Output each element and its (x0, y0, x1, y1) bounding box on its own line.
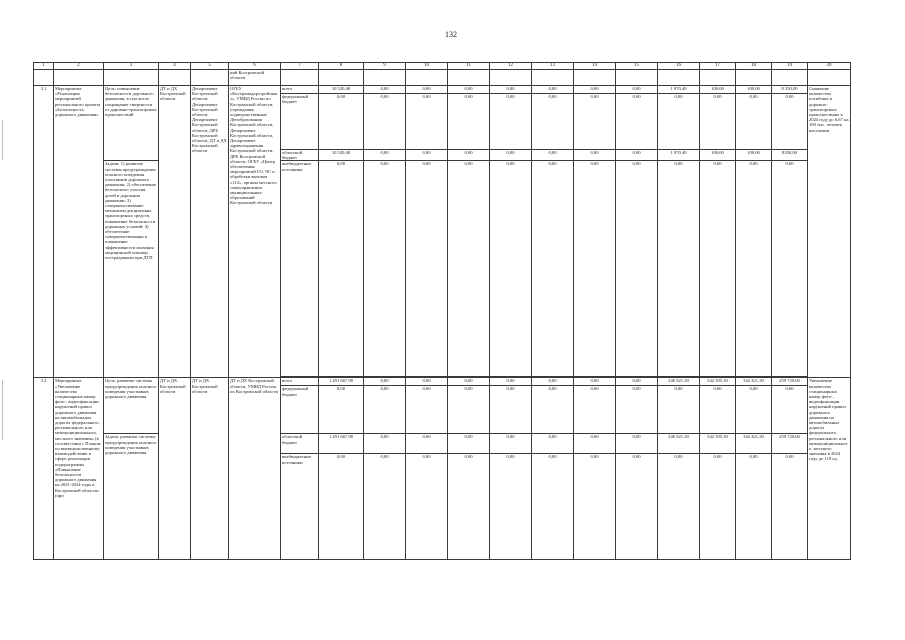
column-number-row (34, 63, 851, 70)
cell-value: 8 350,00 (772, 86, 808, 94)
cell-value: 0,00 (364, 94, 406, 150)
table-row (34, 378, 851, 386)
column-number: 13 (532, 63, 574, 70)
column-number: 20 (808, 63, 851, 70)
cell-value: 0,00 (616, 386, 658, 434)
program-table (33, 62, 851, 560)
column-number: 17 (700, 63, 736, 70)
cell-value: 0,00 (364, 86, 406, 94)
column-number: 5 (191, 63, 229, 70)
column-number: 3 (104, 63, 159, 70)
column-number: 6 (229, 63, 281, 70)
cell-value: 1 970,40 (658, 150, 700, 161)
cell-value: 0,00 (448, 454, 490, 560)
scan-mark (2, 120, 3, 160)
table-row (34, 434, 851, 454)
funding-source: областной бюджет (281, 434, 319, 454)
cell-value: 0,00 (658, 161, 700, 377)
cell-value: 0,00 (490, 161, 532, 377)
cell-value: 0,00 (574, 378, 616, 386)
funding-source: внебюджетные источники (281, 161, 319, 377)
table-row (34, 86, 851, 94)
expected-result: Увеличение количества стационарных камер фото-, видеофиксации нарушений правил дорожного движения на автомобильных дорогах федерального, регионального или межмуниципального, местного значения в 2024 году до 119 ед. (808, 378, 851, 560)
column-number: 4 (159, 63, 191, 70)
cell-value: 0,00 (700, 161, 736, 377)
cell-value: 0,00 (319, 94, 364, 150)
cell-value: 0,00 (490, 150, 532, 161)
cell-value: 100,00 (736, 150, 772, 161)
cell-value: 0,00 (736, 386, 772, 434)
cell-value: 0,00 (406, 434, 448, 454)
cell-value: 1 970,40 (658, 86, 700, 94)
cell-value: 0,00 (574, 434, 616, 454)
responsible: ДТ и ДХ Костромской области (159, 378, 191, 560)
funding-source: областной бюджет (281, 150, 319, 161)
funding-source: внебюджетные источники (281, 454, 319, 560)
cell-value: 342 595,30 (700, 378, 736, 386)
cell-value: 100,00 (700, 150, 736, 161)
cell-value: 100,00 (736, 86, 772, 94)
cell-value: 0,00 (364, 454, 406, 560)
cell-value: 0,00 (574, 94, 616, 150)
column-number: 14 (574, 63, 616, 70)
scan-mark (2, 380, 3, 440)
column-number: 1 (34, 63, 54, 70)
cell-value: 0,00 (700, 386, 736, 434)
cell-value: 342 421,30 (736, 378, 772, 386)
cell-value: 0,00 (772, 94, 808, 150)
cell-value: 0,00 (616, 94, 658, 150)
cell-value: 100,00 (700, 86, 736, 94)
cell-value: 0,00 (658, 454, 700, 560)
executors: ОГБУ «Костромадорстройзаказ», УМВД России по Костромской области, учреждения, подведомственные Депобразования Костромской области, Департамент Костромской области, Департамент здравоохранения Костромской области, ДРБ Костромской области, ОГБУ «Центр обеспечения мероприятий ГО, ЧС и обработки вызовов «112», органы местного самоуправления муниципальных образований Костромской области (229, 86, 281, 378)
cell-value: 259 720,00 (772, 378, 808, 386)
measure-name: Мероприятие «Увеличение количества стационарных камер фото-, видеофиксации нарушений правил дорожного движения на автомобильных дорогах федерального, регионального или межмуниципального, местного значения» (в соответствии с Планом по вневедомственному взаимодействию в сфере реализации подпрограммы «Повышение безопасности дорожного движения на 2021-2024 годы в Костромской области» (при (54, 378, 104, 560)
cell-value: 10 520,40 (319, 150, 364, 161)
cell-value: 0,00 (448, 86, 490, 94)
cell-value: 0,00 (574, 161, 616, 377)
cell-value: 0,00 (406, 386, 448, 434)
cell-value: 0,00 (532, 86, 574, 94)
cell-value: 342 421,30 (736, 434, 772, 454)
column-number: 12 (490, 63, 532, 70)
cell-value: 0,00 (490, 434, 532, 454)
cell-value: 0,00 (532, 454, 574, 560)
cell-value: 0,00 (448, 150, 490, 161)
cell-value: 0,00 (700, 94, 736, 150)
cell-value: 0,00 (616, 86, 658, 94)
expected-result: Снижение количества погибших в дорожно-транспортных происшествиях к 2024 году до 6,67 на 100 тыс. человек населения (808, 86, 851, 378)
cell-value: 0,00 (532, 378, 574, 386)
cell-value: 0,00 (700, 454, 736, 560)
cell-value: 0,00 (319, 386, 364, 434)
continuation-text: ний Костромской области (229, 70, 281, 86)
column-number: 18 (736, 63, 772, 70)
cell-value: 0,00 (616, 454, 658, 560)
cell-value: 0,00 (616, 434, 658, 454)
cell-value: 0,00 (772, 454, 808, 560)
cell-value: 0,00 (616, 161, 658, 377)
cell-value: 0,00 (736, 161, 772, 377)
column-number: 8 (319, 63, 364, 70)
page-number: 132 (445, 30, 457, 39)
column-number: 2 (54, 63, 104, 70)
measure-goal: Цель: повышение безопасности дорожного движения, в том числе сокращение смертности от дорожно-транспортных происшествий (104, 86, 159, 161)
item-number: 3.1 (34, 86, 54, 378)
cell-value: 10 520,40 (319, 86, 364, 94)
cell-value: 0,00 (406, 161, 448, 377)
cell-value: 0,00 (490, 454, 532, 560)
cell-value: 0,00 (364, 378, 406, 386)
cell-value: 0,00 (364, 161, 406, 377)
cell-value: 0,00 (574, 454, 616, 560)
responsible: ДТ и ДХ Костромской области (159, 86, 191, 378)
cell-value: 0,00 (406, 454, 448, 560)
cell-value: 0,00 (532, 150, 574, 161)
cell-value: 0,00 (448, 434, 490, 454)
cell-value: 0,00 (532, 434, 574, 454)
co-executors: Департамент Костромской области, Департамент Костромской области, Департамент Костромской области, ДРБ Костромской области, ДТ и ДХ Костромской области (191, 86, 229, 378)
cell-value: 0,00 (448, 378, 490, 386)
cell-value: 0,00 (574, 386, 616, 434)
cell-value: 0,00 (406, 150, 448, 161)
cell-value: 0,00 (772, 161, 808, 377)
column-number: 19 (772, 63, 808, 70)
cell-value: 0,00 (616, 150, 658, 161)
cell-value: 0,00 (532, 94, 574, 150)
column-number: 16 (658, 63, 700, 70)
cell-value: 0,00 (574, 150, 616, 161)
cell-value: 0,00 (736, 94, 772, 150)
funding-source: всего (281, 378, 319, 386)
cell-value: 259 720,00 (772, 434, 808, 454)
cell-value: 0,00 (406, 86, 448, 94)
cell-value: 346 921,30 (658, 378, 700, 386)
column-number: 10 (406, 63, 448, 70)
column-number: 15 (616, 63, 658, 70)
cell-value: 0,00 (532, 386, 574, 434)
co-executors: ДТ и ДХ Костромской области (191, 378, 229, 560)
cell-value: 0,00 (319, 454, 364, 560)
cell-value: 0,00 (364, 386, 406, 434)
column-number: 11 (448, 63, 490, 70)
cell-value: 0,00 (490, 378, 532, 386)
cell-value: 0,00 (658, 386, 700, 434)
column-number: 9 (364, 63, 406, 70)
cell-value: 0,00 (574, 86, 616, 94)
cell-value: 346 921,30 (658, 434, 700, 454)
continuation-row (34, 70, 851, 86)
cell-value: 0,00 (448, 386, 490, 434)
measure-tasks: Задачи: 1) развитие системы предупреждения опасного поведения участников дорожного движения; 2) обеспечение безопасного участия детей в дорожном движении; 3) совершенствование механизма дисциплины транспортных средств, повышение безопасности дорожных условий; 4) обеспечение совершенствования и повышение эффективности оказания медицинской помощи пострадавшим при ДТП (104, 161, 159, 378)
executors: ДТ и ДХ Костромской области, УМВД России по Костромской области (229, 378, 281, 560)
table-row (34, 161, 851, 377)
cell-value: 0,00 (490, 386, 532, 434)
cell-value: 0,00 (406, 94, 448, 150)
funding-source: федеральный бюджет (281, 386, 319, 434)
funding-source: всего (281, 86, 319, 94)
cell-value: 0,00 (364, 434, 406, 454)
cell-value: 0,00 (319, 161, 364, 377)
cell-value: 0,00 (532, 161, 574, 377)
cell-value: 0,00 (406, 378, 448, 386)
cell-value: 0,00 (490, 86, 532, 94)
measure-name: Мероприятие «Реализация мероприятий регионального проекта «Безопасность дорожного движения» (54, 86, 104, 378)
cell-value: 0,00 (658, 94, 700, 150)
cell-value: 0,00 (736, 454, 772, 560)
cell-value: 1 291 667,90 (319, 378, 364, 386)
item-number: 3.2 (34, 378, 54, 560)
cell-value: 0,00 (616, 378, 658, 386)
cell-value: 8350,00 (772, 150, 808, 161)
cell-value: 0,00 (448, 94, 490, 150)
measure-tasks: Задача: развитие системы предупреждения опасного поведения участников дорожного движения (104, 434, 159, 560)
cell-value: 0,00 (364, 150, 406, 161)
cell-value: 342 595,30 (700, 434, 736, 454)
cell-value: 0,00 (448, 161, 490, 377)
measure-goal: Цель: развитие системы предупреждения опасного поведения участников дорожного движения (104, 378, 159, 434)
cell-value: 0,00 (490, 94, 532, 150)
cell-value: 0,00 (772, 386, 808, 434)
cell-value: 1 291 667,90 (319, 434, 364, 454)
column-number: 7 (281, 63, 319, 70)
funding-source: федеральный бюджет (281, 94, 319, 150)
